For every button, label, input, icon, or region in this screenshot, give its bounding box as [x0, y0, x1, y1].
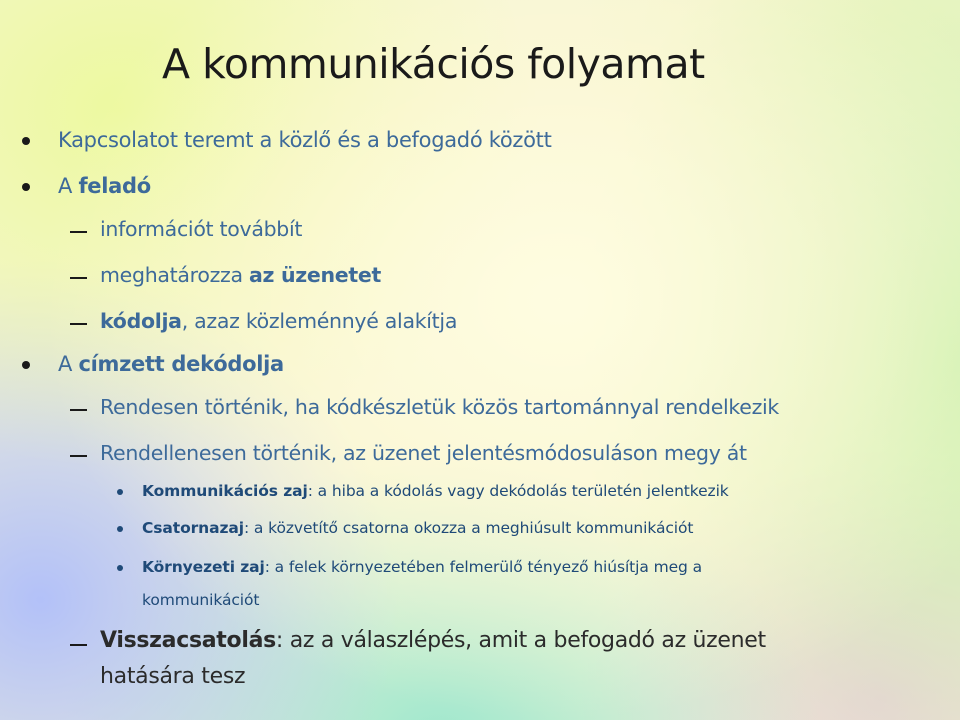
bullet-dot — [22, 361, 30, 369]
dash-marker — [70, 323, 87, 325]
bullet-dot — [117, 526, 123, 532]
bullet-text: Kapcsolatot teremt a közlő és a befogadó között — [58, 128, 552, 152]
bullet-dot — [117, 565, 123, 571]
bullet-text: Csatornazaj: a közvetítő csatorna okozza a meghiúsult kommunikációt — [142, 519, 694, 537]
bullet-text: Rendellenesen történik, az üzenet jelentésmódosuláson megy át — [100, 441, 747, 465]
bullet-continuation: hatására tesz — [100, 664, 246, 689]
bullet-text: meghatározza az üzenetet — [100, 263, 382, 287]
dash-marker — [70, 231, 87, 233]
bullet-text: A címzett dekódolja — [58, 352, 284, 376]
bullet-text: A feladó — [58, 174, 151, 198]
bullet-text: Visszacsatolás: az a válaszlépés, amit a befogadó az üzenet — [100, 628, 766, 653]
bullet-dot — [22, 137, 30, 145]
bullet-text: kódolja, azaz közleménnyé alakítja — [100, 309, 458, 333]
bullet-text: információt továbbít — [100, 217, 303, 241]
bullet-text: Kommunikációs zaj: a hiba a kódolás vagy dekódolás területén jelentkezik — [142, 482, 729, 500]
slide-title: A kommunikációs folyamat — [162, 40, 705, 88]
bullet-dot — [117, 489, 123, 495]
bullet-text: Rendesen történik, ha kódkészletük közös tartománnyal rendelkezik — [100, 395, 779, 419]
bullet-continuation: kommunikációt — [142, 591, 260, 609]
bullet-dot — [22, 183, 30, 191]
dash-marker — [70, 455, 87, 457]
bullet-text: Környezeti zaj: a felek környezetében felmerülő tényező hiúsítja meg a — [142, 558, 702, 576]
dash-marker — [70, 409, 87, 411]
dash-marker — [70, 644, 87, 646]
dash-marker — [70, 277, 87, 279]
